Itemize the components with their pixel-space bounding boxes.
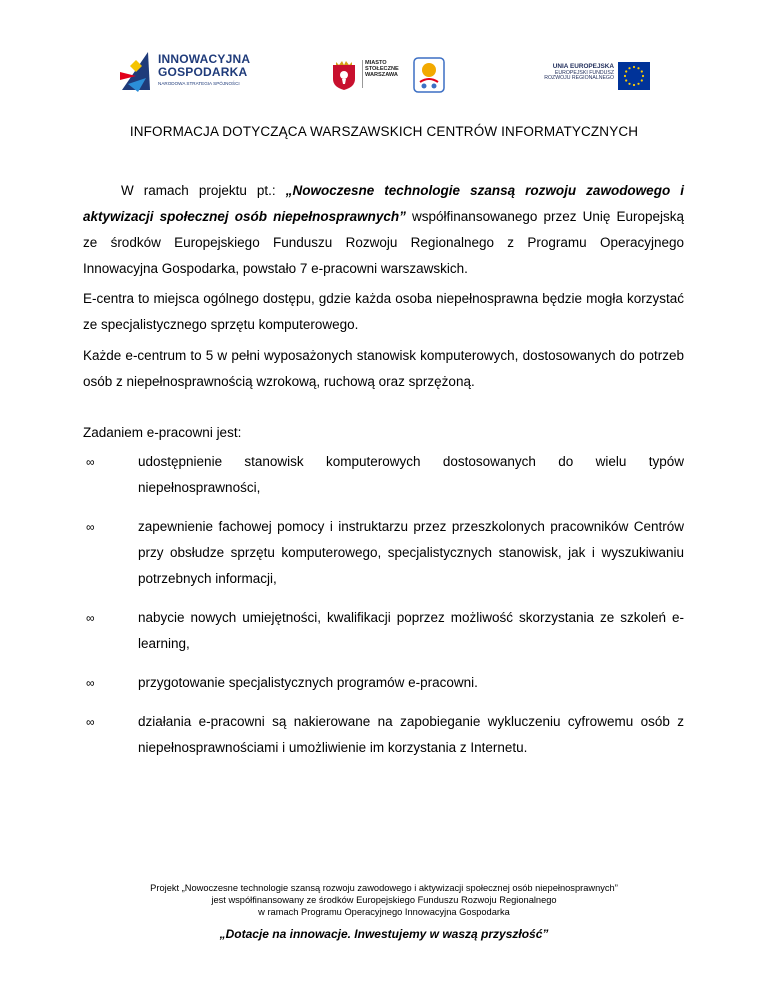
warszawa-logo-divider (362, 60, 363, 88)
logo-warszawa-line1: MIASTO (365, 60, 387, 66)
logo-innowacyjna-subtitle: NARODOWA STRATEGIA SPÓJNOŚCI (158, 81, 240, 86)
innowacyjna-gospodarka-emblem-icon (118, 46, 154, 96)
footer-line-1: Projekt „Nowoczesne technologie szansą rozwoju zawodowego i aktywizacji społecznej osób niepełnosprawnych” (150, 883, 618, 893)
list-item-text: zapewnienie fachowej pomocy i instruktarzu przez przeszkolonych pracowników Centrów przy obsłudze sprzętu komputerowego, specjalistycznych stanowisk, jak i wyszukiwaniu potrzebnych informacji, (138, 519, 684, 586)
list-item (83, 605, 684, 657)
infinity-bullet-icon: ∞ (86, 611, 95, 625)
e-centra-paragraph: E-centra to miejsca ogólnego dostępu, gdzie każda osoba niepełnosprawna będzie mogła korzystać ze specjalistycznego sprzętu komputerowego. (83, 291, 684, 332)
logo-ue-line3: ROZWOJU REGIONALNEGO (544, 75, 614, 82)
list-item (83, 514, 684, 592)
logo-innowacyjna-line2: GOSPODARKA (158, 65, 248, 79)
warsaw-crest-icon (330, 59, 358, 91)
tasks-list (83, 449, 684, 774)
infinity-bullet-icon: ∞ (86, 520, 95, 534)
intro-text-after: współfinansowanego przez Unię Europejską ze środków Europejskiego Funduszu Rozwoju Regionalnego z Programu Operacyjnego Innowacyjna Gospodarka, powstało 7 e-pracowni warszawskich. (83, 209, 685, 276)
infinity-bullet-icon: ∞ (86, 676, 95, 690)
footer-slogan: „Dotacje na innowacje. Inwestujemy w waszą przyszłość” (219, 927, 549, 941)
intro-text-before: W ramach projektu pt.: (121, 183, 286, 198)
list-item-text: przygotowanie specjalistycznych programów e-pracowni. (138, 675, 478, 690)
infinity-bullet-icon: ∞ (86, 455, 95, 469)
logo-warszawa-line2: STOŁECZNE (365, 66, 399, 73)
logo-warszawa-line3: WARSZAWA (365, 72, 398, 79)
logo-innowacyjna-line1: INNOWACYJNA (158, 52, 251, 66)
infinity-bullet-icon: ∞ (86, 715, 95, 729)
accessibility-sign-icon (412, 56, 446, 94)
warszawa-logo (330, 56, 446, 94)
footer (0, 882, 768, 941)
footer-line-3: w ramach Programu Operacyjnego Innowacyjna Gospodarka (258, 907, 510, 917)
list-item (83, 709, 684, 761)
document-title: INFORMACJA DOTYCZĄCA WARSZAWSKICH CENTRÓW INFORMATYCZNYCH (129, 124, 639, 139)
eu-flag-icon (618, 62, 650, 90)
innowacyjna-gospodarka-logo (118, 46, 268, 98)
list-item-text: działania e-pracowni są nakierowane na zapobieganie wykluczeniu cyfrowemu osób z niepełnosprawnościami i umożliwienie im korzystania z Internetu. (138, 714, 684, 755)
list-item (83, 670, 684, 696)
logo-ue-line1: UNIA EUROPEJSKA (552, 63, 614, 70)
footer-line-2: jest współfinansowany ze środków Europejskiego Funduszu Rozwoju Regionalnego (211, 895, 557, 905)
tasks-heading: Zadaniem e-pracowni jest: (83, 425, 242, 440)
list-item (83, 449, 684, 501)
list-item-text: nabycie nowych umiejętności, kwalifikacji poprzez możliwość skorzystania ze szkoleń e-learning, (138, 610, 684, 651)
eu-fund-logo (532, 62, 650, 90)
list-item-text: udostępnienie stanowisk komputerowych dostosowanych do wielu typów niepełnosprawności, (138, 454, 684, 495)
intro-paragraph (83, 178, 684, 282)
logo-ue-line2: EUROPEJSKI FUNDUSZ (554, 69, 614, 76)
e-centrum-paragraph: Każde e-centrum to 5 w pełni wyposażonych stanowisk komputerowych, dostosowanych do potrzeb osób z niepełnosprawnością wzrokową, ruchową oraz sprzężoną. (83, 348, 684, 389)
project-title: „Nowoczesne technologie szansą rozwoju zawodowego i aktywizacji społecznej osób niepełnosprawnych” (83, 183, 684, 224)
